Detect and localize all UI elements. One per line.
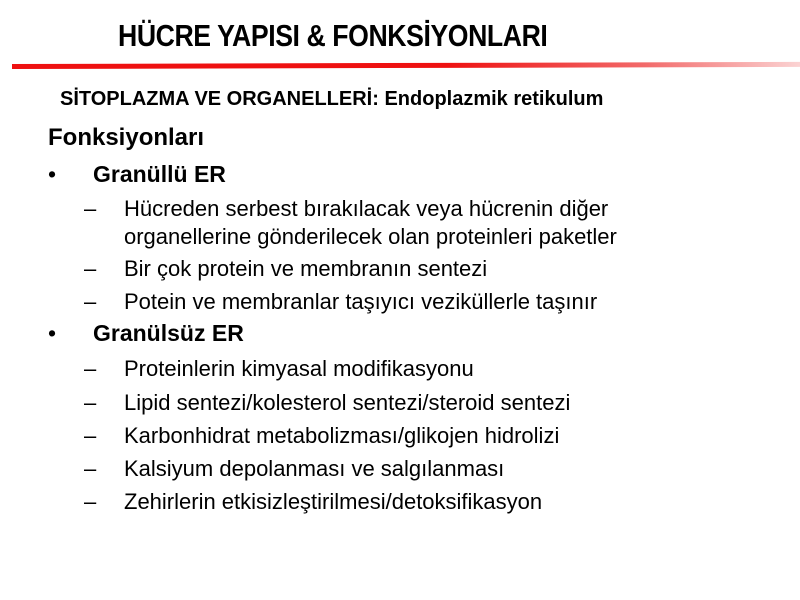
bullet-label: Granüllü ER: [93, 161, 226, 187]
dash-mark: –: [84, 196, 97, 221]
sub-item-text: Kalsiyum depolanması ve salgılanması: [124, 456, 505, 481]
sub-item-text: Zehirlerin etkisizleştirilmesi/detoksifikasyon: [124, 489, 543, 514]
sub-item-text: Hücreden serbest bırakılacak veya hücrenin diğer: [124, 196, 609, 221]
sub-item: [84, 421, 560, 450]
dash-mark: –: [84, 390, 97, 415]
bullet-mark: •: [48, 320, 57, 346]
dash-mark: –: [84, 256, 97, 281]
sub-item: [84, 254, 488, 283]
sub-item-text: Lipid sentezi/kolesterol sentezi/steroid sentezi: [124, 390, 571, 415]
dash-mark: –: [84, 423, 97, 448]
slide-subtitle: SİTOPLAZMA VE ORGANELLERİ: Endoplazmik retikulum: [60, 88, 604, 110]
sub-item: [84, 354, 474, 383]
sub-item-text: Karbonhidrat metabolizması/glikojen hidrolizi: [124, 423, 560, 448]
dash-mark: –: [84, 356, 97, 381]
sub-item-text: organellerine gönderilecek olan proteinleri paketler: [124, 224, 617, 249]
bullet-item: [48, 320, 244, 347]
bullet-item: [48, 161, 226, 188]
sub-item: [84, 194, 609, 223]
sub-item-text: Proteinlerin kimyasal modifikasyonu: [124, 356, 474, 381]
sub-item-continuation: [124, 222, 617, 251]
dash-mark: –: [84, 289, 97, 314]
dash-mark: –: [84, 489, 97, 514]
sub-item: [84, 454, 505, 483]
slide-title: HÜCRE YAPISI & FONKSİYONLARI: [118, 18, 548, 53]
sub-item-text: Potein ve membranlar taşıyıcı veziküllerle taşınır: [124, 289, 598, 314]
sub-item-text: Bir çok protein ve membranın sentezi: [124, 256, 488, 281]
dash-mark: –: [84, 456, 97, 481]
section-heading: Fonksiyonları: [48, 124, 205, 151]
bullet-mark: •: [48, 161, 57, 187]
sub-item: [84, 487, 543, 516]
sub-item: [84, 388, 571, 417]
title-divider-line: [12, 62, 800, 69]
bullet-label: Granülsüz ER: [93, 320, 244, 346]
sub-item: [84, 287, 598, 316]
